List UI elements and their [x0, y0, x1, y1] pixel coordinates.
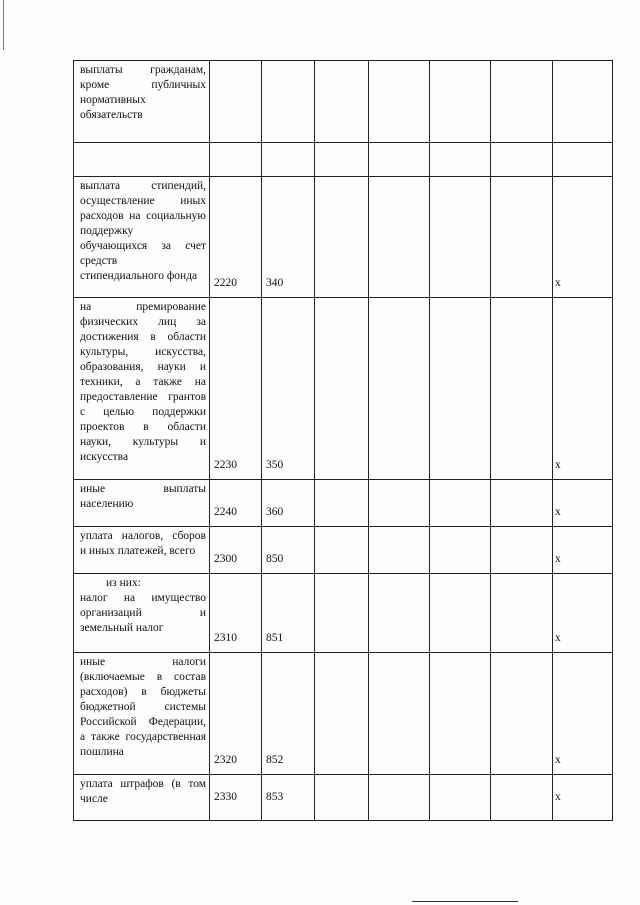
line-code-cell: 2300 [210, 527, 262, 574]
amount-cell [315, 61, 369, 143]
kosgu-code-cell [262, 61, 315, 143]
amount-cell [369, 480, 430, 527]
amount-cell [369, 298, 430, 480]
amount-cell [315, 480, 369, 527]
amount-cell [315, 527, 369, 574]
scan-edge-mark [3, 0, 4, 50]
line-code-cell: 2240 [210, 480, 262, 527]
mark-cell: x [553, 574, 613, 653]
mark-cell: x [553, 527, 613, 574]
table-row [74, 527, 613, 574]
mark-cell [553, 143, 613, 177]
amount-cell [491, 775, 553, 821]
table-row [74, 775, 613, 821]
amount-cell [369, 653, 430, 775]
row-name-cell: на премирование физических лиц за достижения в области культуры, искусства, образования, науки и техники, а также на предоставление грантов с целью поддержки проектов в области науки, культуры и искусства [74, 298, 210, 480]
line-code-cell: 2230 [210, 298, 262, 480]
amount-cell [430, 480, 491, 527]
amount-cell [430, 653, 491, 775]
row-name-cell: выплаты гражданам, кроме публичных нормативных обязательств [74, 61, 210, 143]
amount-cell [430, 61, 491, 143]
kosgu-code-cell: 853 [262, 775, 315, 821]
amount-cell [430, 298, 491, 480]
row-name-cell: выплата стипендий, осуществление иных расходов на социальную поддержку обучающихся за счет средств стипендиального фонда [74, 177, 210, 298]
amount-cell [315, 298, 369, 480]
amount-cell [491, 653, 553, 775]
row-name-cell: уплата штрафов (в том числе [74, 775, 210, 821]
amount-cell [369, 61, 430, 143]
signature-line [412, 901, 518, 902]
amount-cell [369, 177, 430, 298]
kosgu-code-cell: 340 [262, 177, 315, 298]
table-row [74, 480, 613, 527]
row-name-cell: иные выплаты населению [74, 480, 210, 527]
table-row [74, 298, 613, 480]
line-code-cell: 2330 [210, 775, 262, 821]
kosgu-code-cell: 350 [262, 298, 315, 480]
table-row [74, 653, 613, 775]
row-name-cell: из них: налог на имущество организаций и земельный налог [74, 574, 210, 653]
amount-cell [491, 480, 553, 527]
mark-cell: x [553, 653, 613, 775]
table-row [74, 61, 613, 143]
amount-cell [369, 527, 430, 574]
amount-cell [315, 177, 369, 298]
amount-cell [430, 775, 491, 821]
amount-cell [491, 143, 553, 177]
mark-cell: x [553, 298, 613, 480]
kosgu-code-cell: 360 [262, 480, 315, 527]
kosgu-code-cell: 850 [262, 527, 315, 574]
amount-cell [369, 143, 430, 177]
amount-cell [315, 143, 369, 177]
amount-cell [430, 527, 491, 574]
mark-cell: x [553, 177, 613, 298]
row-name-cell: уплата налогов, сборов и иных платежей, всего [74, 527, 210, 574]
amount-cell [491, 61, 553, 143]
kosgu-code-cell: 851 [262, 574, 315, 653]
budget-table [73, 60, 613, 821]
amount-cell [491, 298, 553, 480]
row-name-cell: иные налоги (включаемые в состав расходов) в бюджеты бюджетной системы Российской Федерации, а также государственная пошлина [74, 653, 210, 775]
line-code-cell: 2320 [210, 653, 262, 775]
amount-cell [369, 574, 430, 653]
amount-cell [491, 527, 553, 574]
amount-cell [315, 574, 369, 653]
mark-cell: x [553, 775, 613, 821]
line-code-cell [210, 143, 262, 177]
amount-cell [315, 653, 369, 775]
amount-cell [491, 177, 553, 298]
amount-cell [430, 574, 491, 653]
mark-cell [553, 61, 613, 143]
line-code-cell [210, 61, 262, 143]
line-code-cell: 2310 [210, 574, 262, 653]
table-row [74, 177, 613, 298]
line-code-cell: 2220 [210, 177, 262, 298]
kosgu-code-cell: 852 [262, 653, 315, 775]
amount-cell [369, 775, 430, 821]
kosgu-code-cell [262, 143, 315, 177]
table-row [74, 574, 613, 653]
mark-cell: x [553, 480, 613, 527]
row-name-cell [74, 143, 210, 177]
amount-cell [315, 775, 369, 821]
table-row [74, 143, 613, 177]
amount-cell [430, 177, 491, 298]
amount-cell [430, 143, 491, 177]
amount-cell [491, 574, 553, 653]
